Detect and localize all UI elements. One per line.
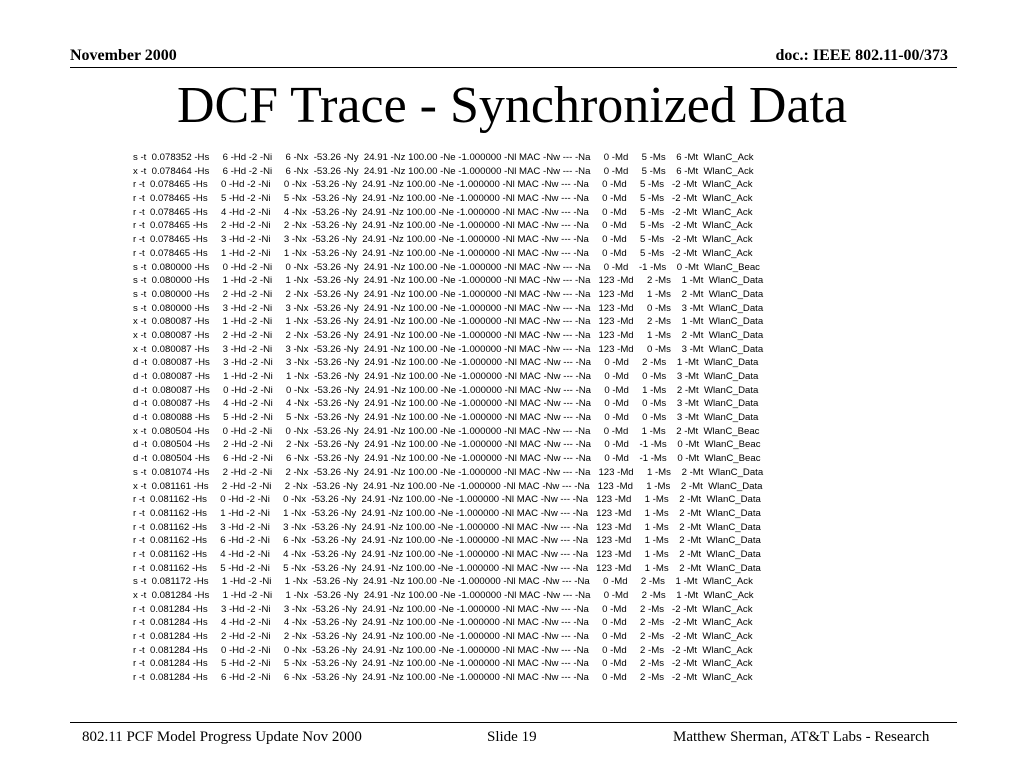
slide-title: DCF Trace - Synchronized Data: [176, 77, 848, 134]
trace-line: x -t 0.080087 -Hs 3 -Hd -2 -Ni 3 -Nx -53.26 -Ny 24.91 -Nz 100.00 -Ne -1.000000 -Nl MAC -Nw --- -Na 123 -Md 0 -Ms 3 -Mt WlanC_Data: [133, 343, 764, 355]
trace-line: r -t 0.078465 -Hs 1 -Hd -2 -Ni 1 -Nx -53.26 -Ny 24.91 -Nz 100.00 -Ne -1.000000 -Nl MAC -Nw --- -Na 0 -Md 5 -Ms -2 -Mt WlanC_Ack: [133, 247, 753, 259]
trace-line: r -t 0.078465 -Hs 4 -Hd -2 -Ni 4 -Nx -53.26 -Ny 24.91 -Nz 100.00 -Ne -1.000000 -Nl MAC -Nw --- -Na 0 -Md 5 -Ms -2 -Mt WlanC_Ack: [133, 206, 753, 218]
trace-line: r -t 0.078465 -Hs 0 -Hd -2 -Ni 0 -Nx -53.26 -Ny 24.91 -Nz 100.00 -Ne -1.000000 -Nl MAC -Nw --- -Na 0 -Md 5 -Ms -2 -Mt WlanC_Ack: [133, 179, 753, 191]
trace-line: r -t 0.081162 -Hs 1 -Hd -2 -Ni 1 -Nx -53.26 -Ny 24.91 -Nz 100.00 -Ne -1.000000 -Nl MAC -Nw --- -Na 123 -Md 1 -Ms 2 -Mt WlanC_Data: [133, 507, 761, 519]
trace-line: s -t 0.080000 -Hs 2 -Hd -2 -Ni 2 -Nx -53.26 -Ny 24.91 -Nz 100.00 -Ne -1.000000 -Nl MAC -Nw --- -Na 123 -Md 1 -Ms 2 -Mt WlanC_Data: [133, 288, 764, 300]
trace-line: x -t 0.080087 -Hs 2 -Hd -2 -Ni 2 -Nx -53.26 -Ny 24.91 -Nz 100.00 -Ne -1.000000 -Nl MAC -Nw --- -Na 123 -Md 1 -Ms 2 -Mt WlanC_Data: [133, 329, 764, 341]
trace-line: s -t 0.080000 -Hs 1 -Hd -2 -Ni 1 -Nx -53.26 -Ny 24.91 -Nz 100.00 -Ne -1.000000 -Nl MAC -Nw --- -Na 123 -Md 2 -Ms 1 -Mt WlanC_Data: [133, 275, 764, 287]
trace-line: r -t 0.081162 -Hs 5 -Hd -2 -Ni 5 -Nx -53.26 -Ny 24.91 -Nz 100.00 -Ne -1.000000 -Nl MAC -Nw --- -Na 123 -Md 1 -Ms 2 -Mt WlanC_Data: [133, 562, 761, 574]
trace-line: s -t 0.080000 -Hs 3 -Hd -2 -Ni 3 -Nx -53.26 -Ny 24.91 -Nz 100.00 -Ne -1.000000 -Nl MAC -Nw --- -Na 123 -Md 0 -Ms 3 -Mt WlanC_Data: [133, 302, 764, 314]
trace-line: d -t 0.080087 -Hs 1 -Hd -2 -Ni 1 -Nx -53.26 -Ny 24.91 -Nz 100.00 -Ne -1.000000 -Nl MAC -Nw --- -Na 0 -Md 0 -Ms 3 -Mt WlanC_Data: [133, 371, 759, 382]
header-divider: [70, 67, 957, 68]
trace-line: x -t 0.078464 -Hs 6 -Hd -2 -Ni 6 -Nx -53.26 -Ny 24.91 -Nz 100.00 -Ne -1.000000 -Nl MAC -Nw --- -Na 0 -Md 5 -Ms 6 -Mt WlanC_Ack: [133, 165, 754, 177]
trace-line: r -t 0.081162 -Hs 6 -Hd -2 -Ni 6 -Nx -53.26 -Ny 24.91 -Nz 100.00 -Ne -1.000000 -Nl MAC -Nw --- -Na 123 -Md 1 -Ms 2 -Mt WlanC_Data: [133, 535, 761, 547]
trace-line: r -t 0.081162 -Hs 3 -Hd -2 -Ni 3 -Nx -53.26 -Ny 24.91 -Nz 100.00 -Ne -1.000000 -Nl MAC -Nw --- -Na 123 -Md 1 -Ms 2 -Mt WlanC_Data: [133, 521, 761, 533]
trace-line: x -t 0.081284 -Hs 1 -Hd -2 -Ni 1 -Nx -53.26 -Ny 24.91 -Nz 100.00 -Ne -1.000000 -Nl MAC -Nw --- -Na 0 -Md 2 -Ms 1 -Mt WlanC_Ack: [133, 590, 754, 601]
trace-line: r -t 0.081284 -Hs 5 -Hd -2 -Ni 5 -Nx -53.26 -Ny 24.91 -Nz 100.00 -Ne -1.000000 -Nl MAC -Nw --- -Na 0 -Md 2 -Ms -2 -Mt WlanC_Ack: [133, 658, 753, 670]
footer-divider: [70, 722, 957, 723]
header-date: November 2000: [70, 47, 177, 64]
footer-author: Matthew Sherman, AT&T Labs - Research: [673, 729, 930, 745]
trace-line: r -t 0.078465 -Hs 5 -Hd -2 -Ni 5 -Nx -53.26 -Ny 24.91 -Nz 100.00 -Ne -1.000000 -Nl MAC -Nw --- -Na 0 -Md 5 -Ms -2 -Mt WlanC_Ack: [133, 193, 753, 205]
trace-line: s -t 0.081172 -Hs 1 -Hd -2 -Ni 1 -Nx -53.26 -Ny 24.91 -Nz 100.00 -Ne -1.000000 -Nl MAC -Nw --- -Na 0 -Md 2 -Ms 1 -Mt WlanC_Ack: [133, 576, 753, 588]
trace-line: s -t 0.080000 -Hs 0 -Hd -2 -Ni 0 -Nx -53.26 -Ny 24.91 -Nz 100.00 -Ne -1.000000 -Nl MAC -Nw --- -Na 0 -Md -1 -Ms 0 -Mt WlanC_Beac: [133, 261, 760, 273]
footer-left: 802.11 PCF Model Progress Update Nov 2000: [82, 729, 362, 745]
trace-line: r -t 0.081284 -Hs 4 -Hd -2 -Ni 4 -Nx -53.26 -Ny 24.91 -Nz 100.00 -Ne -1.000000 -Nl MAC -Nw --- -Na 0 -Md 2 -Ms -2 -Mt WlanC_Ack: [133, 617, 753, 629]
trace-line: x -t 0.081161 -Hs 2 -Hd -2 -Ni 2 -Nx -53.26 -Ny 24.91 -Nz 100.00 -Ne -1.000000 -Nl MAC -Nw --- -Na 123 -Md 1 -Ms 2 -Mt WlanC_Data: [133, 480, 763, 492]
trace-line: d -t 0.080504 -Hs 2 -Hd -2 -Ni 2 -Nx -53.26 -Ny 24.91 -Nz 100.00 -Ne -1.000000 -Nl MAC -Nw --- -Na 0 -Md -1 -Ms 0 -Mt WlanC_Beac: [133, 439, 761, 451]
trace-line: d -t 0.080504 -Hs 6 -Hd -2 -Ni 6 -Nx -53.26 -Ny 24.91 -Nz 100.00 -Ne -1.000000 -Nl MAC -Nw --- -Na 0 -Md -1 -Ms 0 -Mt WlanC_Beac: [133, 453, 761, 465]
trace-line: d -t 0.080087 -Hs 0 -Hd -2 -Ni 0 -Nx -53.26 -Ny 24.91 -Nz 100.00 -Ne -1.000000 -Nl MAC -Nw --- -Na 0 -Md 1 -Ms 2 -Mt WlanC_Data: [133, 384, 759, 396]
trace-line: d -t 0.080087 -Hs 4 -Hd -2 -Ni 4 -Nx -53.26 -Ny 24.91 -Nz 100.00 -Ne -1.000000 -Nl MAC -Nw --- -Na 0 -Md 0 -Ms 3 -Mt WlanC_Data: [133, 398, 759, 410]
trace-log: [133, 151, 763, 685]
trace-line: d -t 0.080088 -Hs 5 -Hd -2 -Ni 5 -Nx -53.26 -Ny 24.91 -Nz 100.00 -Ne -1.000000 -Nl MAC -Nw --- -Na 0 -Md 0 -Ms 3 -Mt WlanC_Data: [133, 412, 759, 424]
trace-line: r -t 0.081284 -Hs 3 -Hd -2 -Ni 3 -Nx -53.26 -Ny 24.91 -Nz 100.00 -Ne -1.000000 -Nl MAC -Nw --- -Na 0 -Md 2 -Ms -2 -Mt WlanC_Ack: [133, 603, 753, 615]
trace-line: s -t 0.081074 -Hs 2 -Hd -2 -Ni 2 -Nx -53.26 -Ny 24.91 -Nz 100.00 -Ne -1.000000 -Nl MAC -Nw --- -Na 123 -Md 1 -Ms 2 -Mt WlanC_Data: [133, 466, 764, 478]
trace-line: r -t 0.081284 -Hs 2 -Hd -2 -Ni 2 -Nx -53.26 -Ny 24.91 -Nz 100.00 -Ne -1.000000 -Nl MAC -Nw --- -Na 0 -Md 2 -Ms -2 -Mt WlanC_Ack: [133, 631, 753, 643]
trace-line: r -t 0.081162 -Hs 0 -Hd -2 -Ni 0 -Nx -53.26 -Ny 24.91 -Nz 100.00 -Ne -1.000000 -Nl MAC -Nw --- -Na 123 -Md 1 -Ms 2 -Mt WlanC_Data: [133, 494, 761, 506]
trace-line: x -t 0.080087 -Hs 1 -Hd -2 -Ni 1 -Nx -53.26 -Ny 24.91 -Nz 100.00 -Ne -1.000000 -Nl MAC -Nw --- -Na 123 -Md 2 -Ms 1 -Mt WlanC_Data: [133, 316, 764, 328]
trace-line: r -t 0.081284 -Hs 0 -Hd -2 -Ni 0 -Nx -53.26 -Ny 24.91 -Nz 100.00 -Ne -1.000000 -Nl MAC -Nw --- -Na 0 -Md 2 -Ms -2 -Mt WlanC_Ack: [133, 644, 753, 656]
trace-line: r -t 0.078465 -Hs 2 -Hd -2 -Ni 2 -Nx -53.26 -Ny 24.91 -Nz 100.00 -Ne -1.000000 -Nl MAC -Nw --- -Na 0 -Md 5 -Ms -2 -Mt WlanC_Ack: [133, 220, 753, 232]
trace-line: r -t 0.081162 -Hs 4 -Hd -2 -Ni 4 -Nx -53.26 -Ny 24.91 -Nz 100.00 -Ne -1.000000 -Nl MAC -Nw --- -Na 123 -Md 1 -Ms 2 -Mt WlanC_Data: [133, 548, 761, 560]
trace-line: x -t 0.080504 -Hs 0 -Hd -2 -Ni 0 -Nx -53.26 -Ny 24.91 -Nz 100.00 -Ne -1.000000 -Nl MAC -Nw --- -Na 0 -Md 1 -Ms 2 -Mt WlanC_Beac: [133, 425, 760, 437]
trace-line: d -t 0.080087 -Hs 3 -Hd -2 -Ni 3 -Nx -53.26 -Ny 24.91 -Nz 100.00 -Ne -1.000000 -Nl MAC -Nw --- -Na 0 -Md 2 -Ms 1 -Mt WlanC_Data: [133, 357, 759, 369]
footer-slide-number: Slide 19: [487, 729, 537, 745]
trace-line: r -t 0.078465 -Hs 3 -Hd -2 -Ni 3 -Nx -53.26 -Ny 24.91 -Nz 100.00 -Ne -1.000000 -Nl MAC -Nw --- -Na 0 -Md 5 -Ms -2 -Mt WlanC_Ack: [133, 234, 753, 246]
trace-line: r -t 0.081284 -Hs 6 -Hd -2 -Ni 6 -Nx -53.26 -Ny 24.91 -Nz 100.00 -Ne -1.000000 -Nl MAC -Nw --- -Na 0 -Md 2 -Ms -2 -Mt WlanC_Ack: [133, 672, 753, 684]
trace-line: s -t 0.078352 -Hs 6 -Hd -2 -Ni 6 -Nx -53.26 -Ny 24.91 -Nz 100.00 -Ne -1.000000 -Nl MAC -Nw --- -Na 0 -Md 5 -Ms 6 -Mt WlanC_Ack: [133, 152, 754, 163]
header-doc-id: doc.: IEEE 802.11-00/373: [775, 47, 948, 64]
